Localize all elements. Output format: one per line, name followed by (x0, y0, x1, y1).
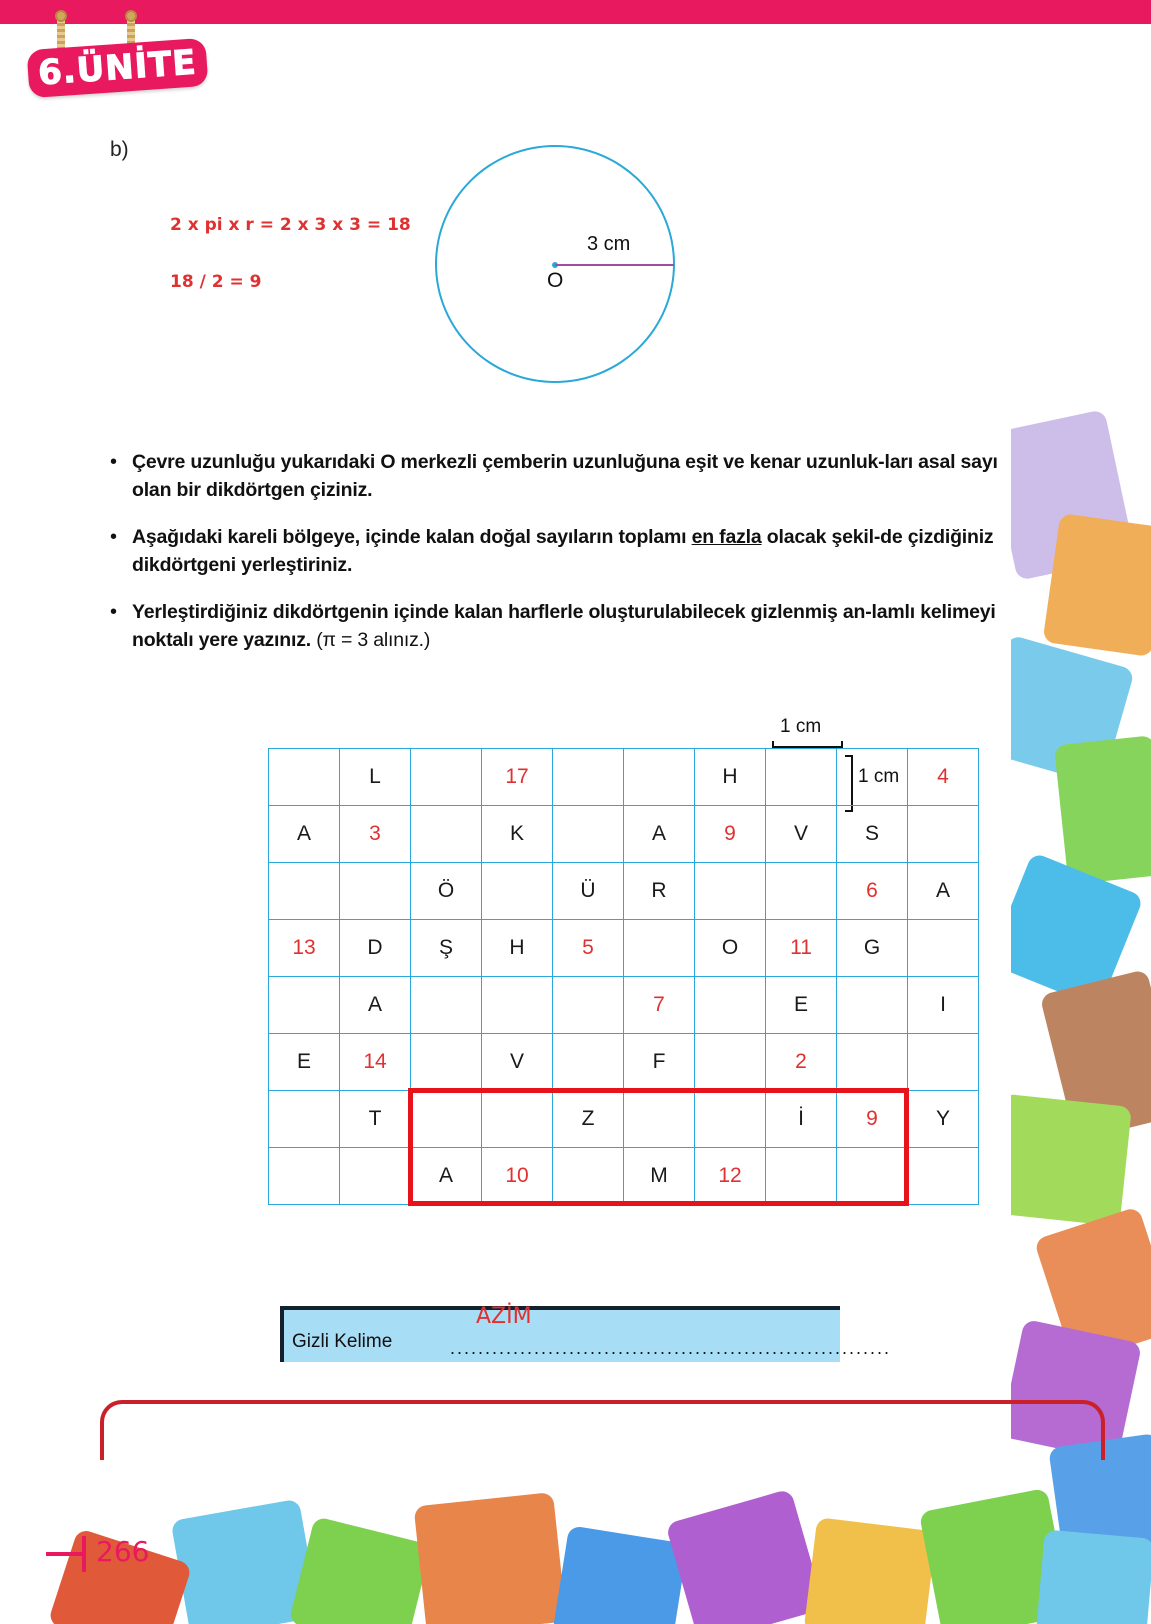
grid-cell-r1-c2[interactable]: L (340, 749, 411, 806)
unit-badge-label: 6.ÜNİTE (27, 38, 209, 98)
grid-cell-r6-c10[interactable] (908, 1034, 979, 1091)
grid-cell-r7-c2[interactable]: T (340, 1091, 411, 1148)
grid-cell-r5-c1[interactable] (269, 977, 340, 1034)
bullet-text-2 (132, 523, 1003, 579)
page-number: 266 (96, 1535, 150, 1568)
grid-cell-r5-c6[interactable]: 7 (624, 977, 695, 1034)
table-row (269, 977, 979, 1034)
bullet-3-pre: Yerleştirdiğiniz dikdörtgenin içinde kalan harflerle oluşturulabilecek gizlenmiş an-lamlı kelimeyi noktalı yere yazınız. (132, 601, 996, 651)
grid-cell-r3-c6[interactable]: R (624, 863, 695, 920)
list-item (110, 448, 1003, 504)
instructions-list (110, 448, 1003, 673)
grid-cell-r6-c3[interactable] (411, 1034, 482, 1091)
grid-cell-r5-c2[interactable]: A (340, 977, 411, 1034)
grid-cell-r3-c1[interactable] (269, 863, 340, 920)
grid-cell-r1-c1[interactable] (269, 749, 340, 806)
bullet-text-1: Çevre uzunluğu yukarıdaki O merkezli çemberin uzunluğuna eşit ve kenar uzunluk-ları asal sayı olan bir dikdörtgen çiziniz. (132, 451, 998, 501)
grid-cell-r1-c9[interactable] (837, 749, 908, 806)
grid-cell-r3-c10[interactable]: A (908, 863, 979, 920)
grid-cell-r6-c4[interactable]: V (482, 1034, 553, 1091)
grid-cell-r2-c9[interactable]: S (837, 806, 908, 863)
bullet-marker: • (110, 451, 118, 473)
ruler-horizontal-label: 1 cm (780, 716, 822, 737)
list-item (110, 523, 1003, 579)
decorative-letters-right (1011, 400, 1151, 1550)
grid-cell-r1-c4[interactable]: 17 (482, 749, 553, 806)
work-line-2: 18 / 2 = 9 (170, 272, 262, 292)
grid-cell-r5-c3[interactable] (411, 977, 482, 1034)
grid-cell-r8-c1[interactable] (269, 1148, 340, 1205)
grid-cell-r6-c5[interactable] (553, 1034, 624, 1091)
grid-cell-r3-c8[interactable] (766, 863, 837, 920)
table-row (269, 749, 979, 806)
grid-cell-r2-c3[interactable] (411, 806, 482, 863)
page-number-tick-h (46, 1552, 84, 1556)
grid-cell-r1-c6[interactable] (624, 749, 695, 806)
grid-cell-r7-c9[interactable]: 9 (837, 1091, 908, 1148)
table-row (269, 1148, 979, 1205)
bullet-3-note: (π = 3 alınız.) (316, 629, 431, 651)
grid-cell-r1-c5[interactable] (553, 749, 624, 806)
bottom-bracket (100, 1400, 1105, 1460)
grid-cell-r3-c3[interactable]: Ö (411, 863, 482, 920)
grid-cell-r7-c3[interactable] (411, 1091, 482, 1148)
grid-cell-r8-c10[interactable] (908, 1148, 979, 1205)
grid-cell-r6-c6[interactable]: F (624, 1034, 695, 1091)
list-item (110, 598, 1003, 654)
grid-cell-r3-c2[interactable] (340, 863, 411, 920)
bullet-marker: • (110, 526, 118, 548)
page-number-tick-v (82, 1536, 86, 1572)
grid-cell-r4-c6[interactable] (624, 920, 695, 977)
grid-cell-r6-c2[interactable]: 14 (340, 1034, 411, 1091)
grid-cell-r8-c3[interactable]: A (411, 1148, 482, 1205)
grid-cell-r4-c1[interactable]: 13 (269, 920, 340, 977)
grid-cell-r2-c8[interactable]: V (766, 806, 837, 863)
grid-cell-r4-c7[interactable]: O (695, 920, 766, 977)
grid-cell-r6-c7[interactable] (695, 1034, 766, 1091)
grid-cell-r5-c8[interactable]: E (766, 977, 837, 1034)
circle-figure (435, 145, 675, 383)
grid-cell-r8-c2[interactable] (340, 1148, 411, 1205)
grid-cell-r2-c10[interactable] (908, 806, 979, 863)
grid-cell-r2-c5[interactable] (553, 806, 624, 863)
grid-cell-r4-c10[interactable] (908, 920, 979, 977)
grid-cell-r8-c6[interactable]: M (624, 1148, 695, 1205)
grid-cell-r3-c7[interactable] (695, 863, 766, 920)
grid-cell-r2-c1[interactable]: A (269, 806, 340, 863)
grid-cell-r8-c8[interactable] (766, 1148, 837, 1205)
bullet-2-pre: Aşağıdaki kareli bölgeye, içinde kalan doğal sayıların toplamı (132, 526, 692, 548)
work-line-1: 2 x pi x r = 2 x 3 x 3 = 18 (170, 215, 411, 235)
grid-cell-r7-c1[interactable] (269, 1091, 340, 1148)
grid-cell-r7-c6[interactable] (624, 1091, 695, 1148)
grid-cell-r4-c8[interactable]: 11 (766, 920, 837, 977)
puzzle-grid-wrapper (268, 748, 979, 1205)
grid-cell-r4-c2[interactable]: D (340, 920, 411, 977)
puzzle-grid (268, 748, 979, 1205)
grid-cell-r1-c7[interactable]: H (695, 749, 766, 806)
grid-cell-r1-c3[interactable] (411, 749, 482, 806)
hidden-word-dotted-line: ............................................................... (450, 1338, 892, 1358)
grid-cell-r3-c4[interactable] (482, 863, 553, 920)
grid-cell-r4-c9[interactable]: G (837, 920, 908, 977)
grid-cell-r7-c10[interactable]: Y (908, 1091, 979, 1148)
table-row (269, 863, 979, 920)
radius-segment (555, 264, 674, 266)
ruler-horizontal-bar (772, 741, 843, 748)
grid-cell-r4-c3[interactable]: Ş (411, 920, 482, 977)
grid-cell-r5-c5[interactable] (553, 977, 624, 1034)
grid-cell-r3-c5[interactable]: Ü (553, 863, 624, 920)
grid-cell-r2-c4[interactable]: K (482, 806, 553, 863)
grid-cell-r8-c9[interactable] (837, 1148, 908, 1205)
grid-cell-r6-c8[interactable]: 2 (766, 1034, 837, 1091)
hidden-word-value: AZİM (476, 1304, 532, 1329)
grid-cell-r8-c7[interactable]: 12 (695, 1148, 766, 1205)
table-row (269, 1091, 979, 1148)
grid-cell-r4-c5[interactable]: 5 (553, 920, 624, 977)
grid-cell-r2-c7[interactable]: 9 (695, 806, 766, 863)
hidden-word-label: Gizli Kelime (292, 1331, 393, 1352)
grid-cell-r7-c7[interactable] (695, 1091, 766, 1148)
bullet-2-post: olacak şekil-de çizdiğiniz dikdörtgeni yerleştiriniz. (132, 526, 994, 576)
bullet-marker: • (110, 601, 118, 623)
ruler-vertical-label: 1 cm (858, 766, 900, 787)
center-label: O (547, 269, 564, 292)
grid-cell-r8-c5[interactable] (553, 1148, 624, 1205)
radius-label: 3 cm (587, 233, 631, 255)
table-row (269, 806, 979, 863)
grid-cell-r7-c8[interactable]: İ (766, 1091, 837, 1148)
grid-cell-r2-c6[interactable]: A (624, 806, 695, 863)
table-row (269, 920, 979, 977)
bullet-2-emphasis: en fazla (691, 526, 762, 548)
grid-cell-r3-c9[interactable]: 6 (837, 863, 908, 920)
grid-cell-r4-c4[interactable]: H (482, 920, 553, 977)
grid-cell-r5-c4[interactable] (482, 977, 553, 1034)
grid-cell-r5-c9[interactable] (837, 977, 908, 1034)
bullet-text-3 (132, 598, 1003, 654)
grid-cell-r1-c8[interactable] (766, 749, 837, 806)
grid-cell-r8-c4[interactable]: 10 (482, 1148, 553, 1205)
grid-cell-r6-c1[interactable]: E (269, 1034, 340, 1091)
grid-cell-r7-c4[interactable] (482, 1091, 553, 1148)
grid-cell-r2-c2[interactable]: 3 (340, 806, 411, 863)
grid-cell-r1-c10[interactable]: 4 (908, 749, 979, 806)
grid-cell-r7-c5[interactable]: Z (553, 1091, 624, 1148)
section-label: b) (110, 138, 129, 161)
table-row (269, 1034, 979, 1091)
grid-cell-r6-c9[interactable] (837, 1034, 908, 1091)
grid-cell-r5-c10[interactable]: I (908, 977, 979, 1034)
grid-cell-r5-c7[interactable] (695, 977, 766, 1034)
